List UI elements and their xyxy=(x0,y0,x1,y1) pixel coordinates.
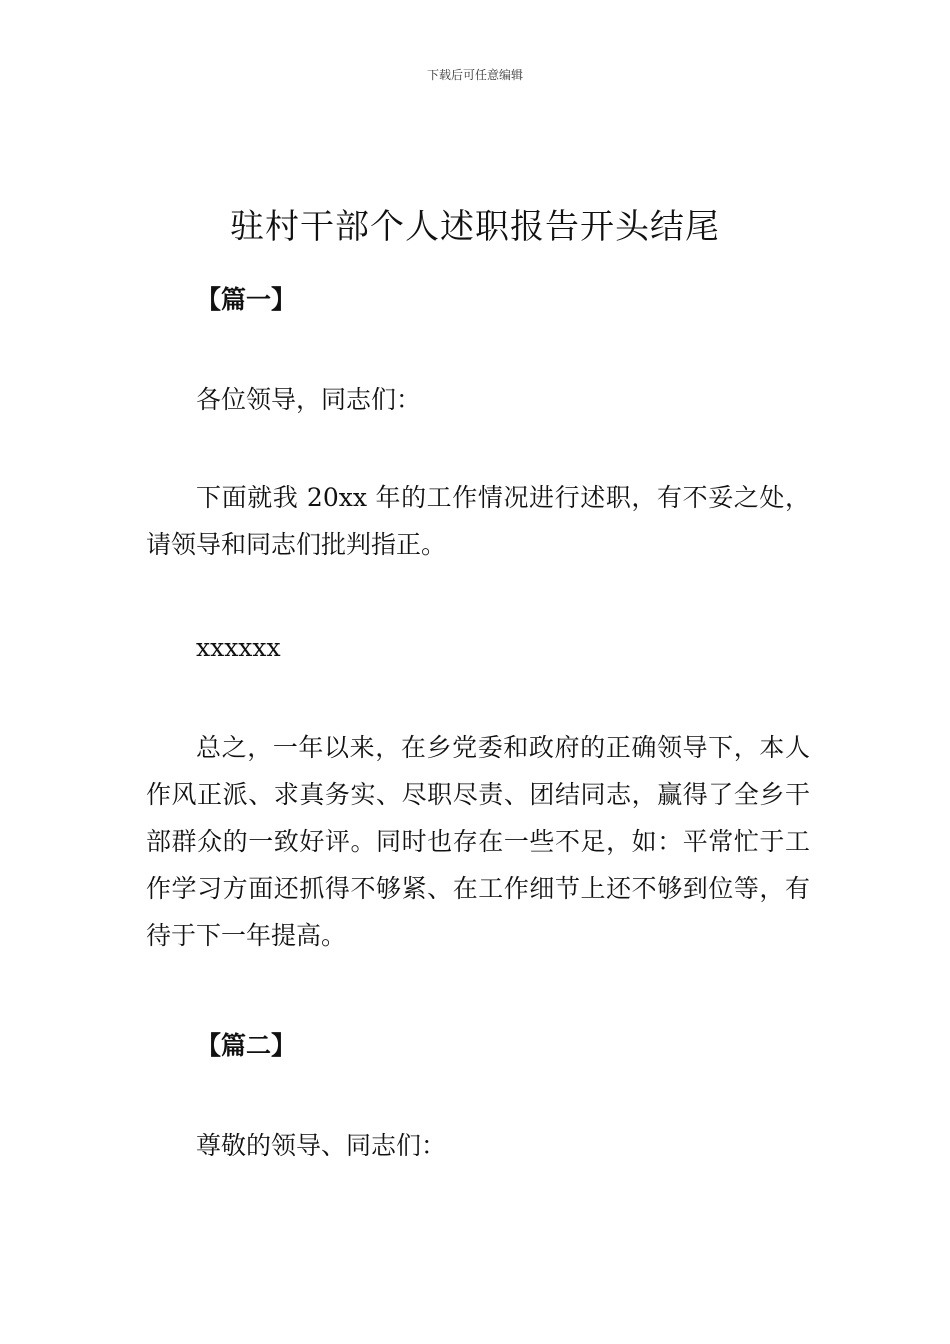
opening-paragraph: 下面就我 20xx 年的工作情况进行述职，有不妥之处，请领导和同志们批判指正。 xyxy=(146,483,810,559)
placeholder-paragraph: xxxxxx xyxy=(196,633,281,662)
salutation-paragraph: 各位领导，同志们： xyxy=(196,385,422,414)
section-heading-2: 【篇二】 xyxy=(196,1031,297,1060)
page-header-note: 下载后可任意编辑 xyxy=(426,68,523,82)
section-heading-1: 【篇一】 xyxy=(196,285,297,314)
salutation-paragraph-2: 尊敬的领导、同志们： xyxy=(196,1131,447,1160)
closing-paragraph: 总之，一年以来，在乡党委和政府的正确领导下，本人作风正派、求真务实、尽职尽责、团结同志，赢得了全乡干部群众的一致好评。同时也存在一些不足，如：平常忙于工作学习方面还抓得不够紧、在工作细节上还不够到位等，有待于下一年提高。 xyxy=(146,733,810,950)
document-title: 驻村干部个人述职报告开头结尾 xyxy=(230,206,720,247)
